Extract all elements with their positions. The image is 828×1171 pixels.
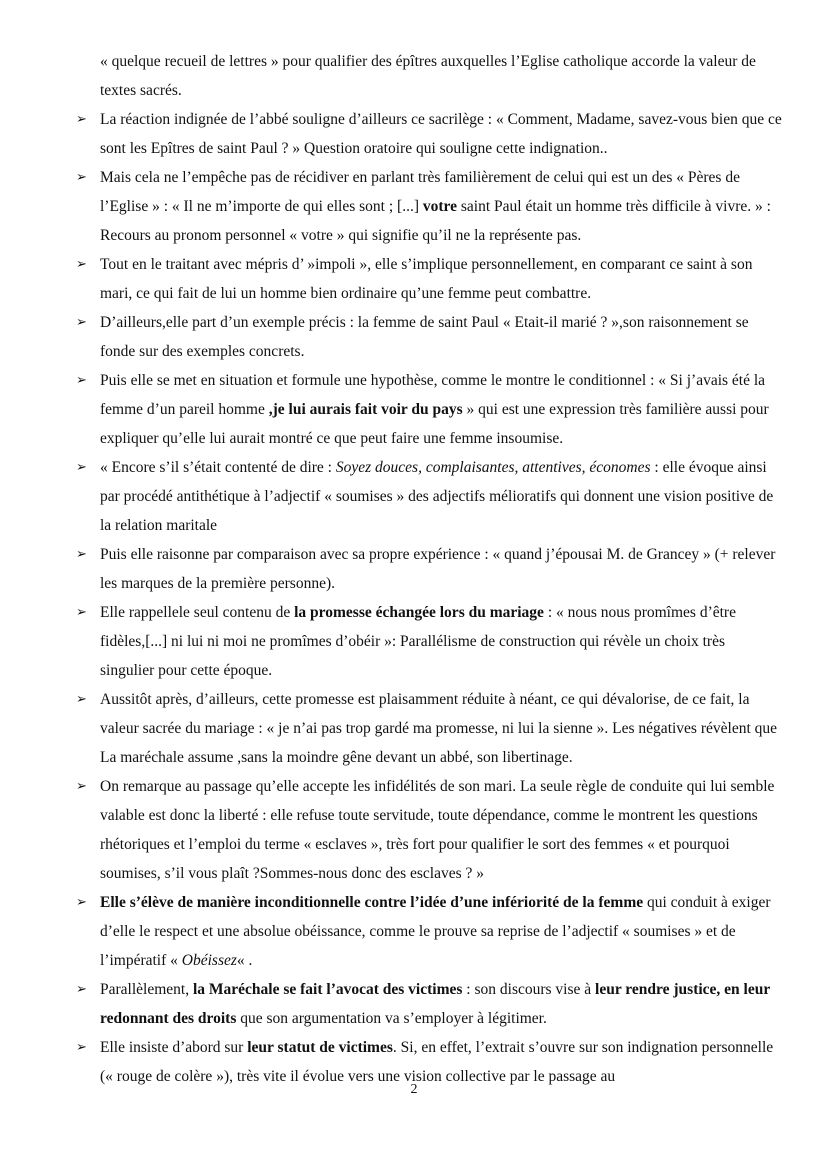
list-item (76, 772, 782, 888)
text-segment: Elle insiste d’abord sur (100, 1039, 248, 1056)
bold-text: votre (422, 198, 458, 215)
intro-paragraph: « quelque recueil de lettres » pour qualifier des épîtres auxquelles l’Eglise catholique accorde la valeur de textes sacrés. (100, 53, 756, 99)
list-item (76, 366, 782, 453)
list-item (76, 598, 782, 685)
text-segment: D’ailleurs,elle part d’un exemple précis : la femme de saint Paul « Etait-il marié ? »,son raisonnement se fonde sur des exemples concrets. (100, 314, 749, 360)
arrow-bullet-icon: ➢ (76, 692, 87, 707)
bold-text: leur rendre justice, en leur redonnant des droits (100, 981, 770, 1027)
arrow-bullet-icon: ➢ (76, 315, 87, 330)
list-item (76, 105, 782, 163)
text-segment: La réaction indignée de l’abbé souligne d’ailleurs ce sacrilège : « Comment, Madame, savez-vous bien que ce sont les Epîtres de saint Paul ? » Question oratoire qui souligne cette indignation.. (100, 111, 782, 157)
arrow-bullet-icon: ➢ (76, 1040, 87, 1055)
arrow-bullet-icon: ➢ (76, 547, 87, 562)
italic-text: Obéissez (181, 952, 237, 969)
arrow-bullet-icon: ➢ (76, 460, 87, 475)
text-segment: : son discours vise à (462, 981, 596, 998)
list-item (76, 250, 782, 308)
bold-text: ,je lui aurais fait voir du pays (268, 401, 463, 418)
list-item (76, 685, 782, 772)
list-item (76, 975, 782, 1033)
text-segment: Puis elle se met en situation et formule une hypothèse, comme le montre le conditionnel : « Si j’avais été la femme d’un pareil homme (100, 372, 766, 418)
bold-text: la Maréchale se fait l’avocat des victimes (192, 981, 463, 998)
text-segment: saint Paul était un homme très difficile à vivre. » : Recours au pronom personnel « votre » qui signifie qu’il ne la représente pas. (100, 198, 771, 244)
list-item (76, 453, 782, 540)
text-segment: Parallèlement, (100, 981, 193, 998)
text-segment: « Encore s’il s’était contenté de dire : (100, 459, 336, 476)
list-item (76, 163, 782, 250)
text-segment: Elle rappellele seul contenu de (100, 604, 295, 621)
arrow-bullet-icon: ➢ (76, 112, 87, 127)
list-item (76, 888, 782, 975)
text-segment: On remarque au passage qu’elle accepte les infidélités de son mari. La seule règle de conduite qui lui semble valable est donc la liberté : elle refuse toute servitude, toute dépendance, comme le montrent les questions rhétoriques et l’emploi du terme « esclaves », très fort pour qualifier le sort des femmes « et pourquoi soumises, s’il vous plaît ?Sommes-nous donc des esclaves ? » (100, 778, 775, 882)
text-segment: » qui est une expression très familière aussi pour expliquer qu’elle lui aurait montré ce que peut faire une femme insoumise. (100, 401, 769, 447)
arrow-bullet-icon: ➢ (76, 982, 87, 997)
arrow-bullet-icon: ➢ (76, 257, 87, 272)
text-segment: Mais cela ne l’empêche pas de récidiver en parlant très familièrement de celui qui est un des « Pères de l’Eglise » : « Il ne m’importe de qui elles sont ; [...] (100, 169, 740, 215)
bullet-list (76, 105, 782, 1091)
text-segment: « . (236, 952, 253, 969)
text-segment: que son argumentation va s’employer à légitimer. (236, 1010, 547, 1027)
text-segment: : « nous nous promîmes d’être fidèles,[...] ni lui ni moi ne promîmes d’obéir »: Parallélisme de construction qui révèle un choix très singulier pour cette époque. (100, 604, 736, 679)
arrow-bullet-icon: ➢ (76, 895, 87, 910)
bold-text: leur statut de victimes (247, 1039, 393, 1056)
list-item (76, 308, 782, 366)
bold-text: la promesse échangée lors du mariage (294, 604, 544, 621)
text-segment: : elle évoque ainsi par procédé antithétique à l’adjectif « soumises » des adjectifs mélioratifs qui donnent une vision positive de la relation maritale (100, 459, 774, 534)
arrow-bullet-icon: ➢ (76, 605, 87, 620)
bold-text: Elle s’élève de manière inconditionnelle contre l’idée d’une infériorité de la femme (100, 894, 644, 911)
text-segment: Puis elle raisonne par comparaison avec sa propre expérience : « quand j’épousai M. de Grancey » (+ relever les marques de la première personne). (100, 546, 776, 592)
page-number: 2 (410, 1082, 418, 1097)
italic-text: Soyez douces, complaisantes, attentives, économes (335, 459, 651, 476)
text-segment: . Si, en effet, l’extrait s’ouvre sur son indignation personnelle (« rouge de colère »), très vite il évolue vers une vision collective par le passage au (100, 1039, 774, 1085)
text-segment: qui conduit à exiger d’elle le respect et une absolue obéissance, comme le prouve sa reprise de l’adjectif « soumises » et de l’impératif « (100, 894, 771, 969)
arrow-bullet-icon: ➢ (76, 779, 87, 794)
text-segment: Tout en le traitant avec mépris d’ »impoli », elle s’implique personnellement, en comparant ce saint à son mari, ce qui fait de lui un homme bien ordinaire qu’une femme peut combattre. (100, 256, 753, 302)
arrow-bullet-icon: ➢ (76, 373, 87, 388)
text-segment: Aussitôt après, d’ailleurs, cette promesse est plaisamment réduite à néant, ce qui dévalorise, de ce fait, la valeur sacrée du mariage : « je n’ai pas trop gardé ma promesse, ni lui la sienne ». Les négatives révèlent que La maréchale assume ,sans la moindre gêne devant un abbé, son libertinage. (100, 691, 778, 766)
arrow-bullet-icon: ➢ (76, 170, 87, 185)
list-item (76, 540, 782, 598)
